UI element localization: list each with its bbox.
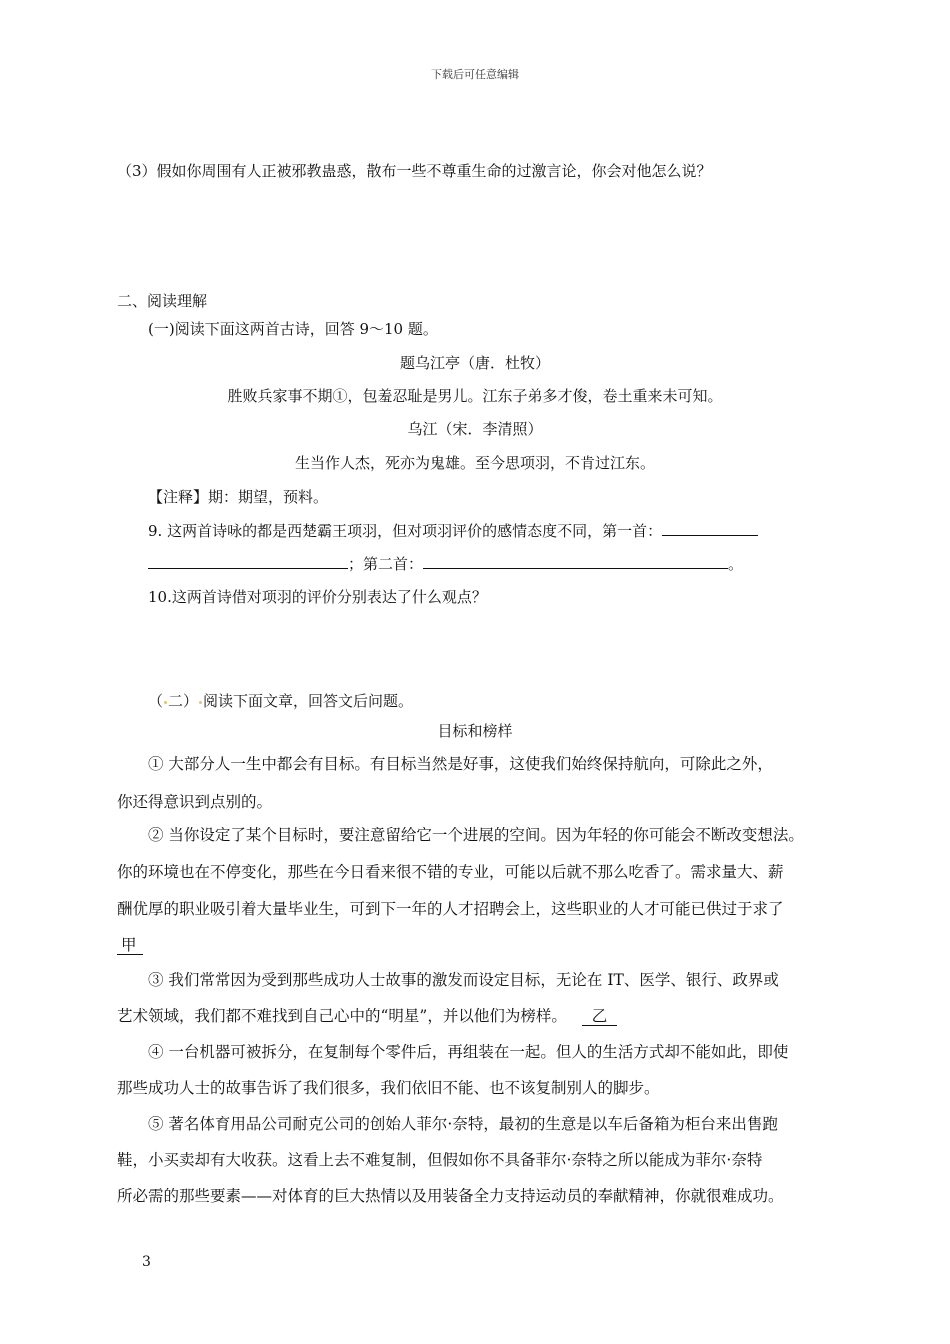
paragraph-3-line1: ③ 我们常常因为受到那些成功人士故事的激发而设定目标，无论在 IT、医学、银行、政界或 [148, 971, 779, 989]
paragraph-1-line1: ① 大部分人一生中都会有目标。有目标当然是好事，这使我们始终保持航向，可除此之外， [148, 755, 773, 773]
page-header: 下载后可任意编辑 [431, 68, 519, 81]
paragraph-2-line1: ② 当你设定了某个目标时，要注意留给它一个进展的空间。因为年轻的你可能会不断改变想法。 [148, 826, 804, 844]
poem1-text: 胜败兵家事不期①，包羞忍耻是男儿。江东子弟多才俊，卷土重来未可知。 [227, 387, 723, 405]
question-10: 10.这两首诗借对项羽的评价分别表达了什么观点？ [148, 588, 487, 606]
part1-intro: (一)阅读下面这两首古诗，回答 9～10 题。 [148, 320, 438, 338]
answer-blank-2[interactable] [423, 554, 728, 569]
paragraph-2-line3: 酬优厚的职业吸引着大量毕业生，可到下一年的人才招聘会上，这些职业的人才可能已供过于求了 [117, 900, 784, 918]
paragraph-5-line1: ⑤ 著名体育用品公司耐克公司的创始人菲尔·奈特，最初的生意是以车后备箱为柜台来出售跑 [148, 1115, 778, 1133]
page-number: 3 [142, 1254, 151, 1270]
part2-text: 阅读下面文章，回答文后问题。 [203, 692, 414, 710]
marker-dot [164, 701, 167, 704]
marker-dot [199, 701, 202, 704]
paragraph-3-line2 [117, 1004, 617, 1026]
blank-yi: 乙 [582, 1007, 618, 1026]
answer-blank-1b[interactable] [148, 554, 348, 569]
article-title: 目标和榜样 [437, 722, 513, 740]
section-title: 二、阅读理解 [117, 292, 208, 310]
poem1-title: 题乌江亭（唐．杜牧） [399, 354, 550, 372]
part2-number: 二） [168, 692, 199, 710]
question-9-end: 。 [728, 555, 744, 573]
question-9-line2 [148, 553, 743, 574]
paragraph-4-line1: ④ 一台机器可被拆分，在复制每个零件后，再组装在一起。但人的生活方式却不能如此，即使 [148, 1043, 789, 1061]
paragraph-2-line2: 你的环境也在不停变化，那些在今日看来很不错的专业，可能以后就不那么吃香了。需求量大、薪 [117, 863, 784, 881]
question-3: （3）假如你周围有人正被邪教蛊惑，散布一些不尊重生命的过激言论，你会对他怎么说？ [117, 162, 712, 180]
blank-jia-label: 甲 [117, 936, 143, 955]
paragraph-5-line2: 鞋，小买卖却有大收获。这看上去不难复制，但假如你不具备菲尔·奈特之所以能成为菲尔·奈特 [117, 1151, 763, 1169]
paragraph-4-line2: 那些成功人士的故事告诉了我们很多，我们依旧不能、也不该复制别人的脚步。 [117, 1079, 660, 1097]
paragraph-3-text: 艺术领域，我们都不难找到自己心中的“明星”，并以他们为榜样。 [117, 1007, 567, 1025]
blank-jia [117, 933, 143, 955]
part2-paren: （ [148, 692, 164, 710]
question-9-mid: ；第二首： [348, 555, 424, 573]
paragraph-5-line3: 所必需的那些要素——对体育的巨大热情以及用装备全力支持运动员的奉献精神，你就很难成功。 [117, 1187, 784, 1205]
answer-blank-1a[interactable] [662, 521, 758, 536]
question-9-text: 9. 这两首诗咏的都是西楚霸王项羽，但对项羽评价的感情态度不同，第一首： [148, 522, 663, 540]
poem2-text: 生当作人杰，死亦为鬼雄。至今思项羽，不肯过江东。 [294, 454, 655, 472]
part2-intro [148, 690, 413, 711]
question-9-line1 [148, 520, 758, 541]
paragraph-1-line2: 你还得意识到点别的。 [117, 793, 273, 811]
poem2-title: 乌江（宋．李清照） [407, 420, 543, 438]
note: 【注释】期：期望，预料。 [148, 488, 329, 506]
